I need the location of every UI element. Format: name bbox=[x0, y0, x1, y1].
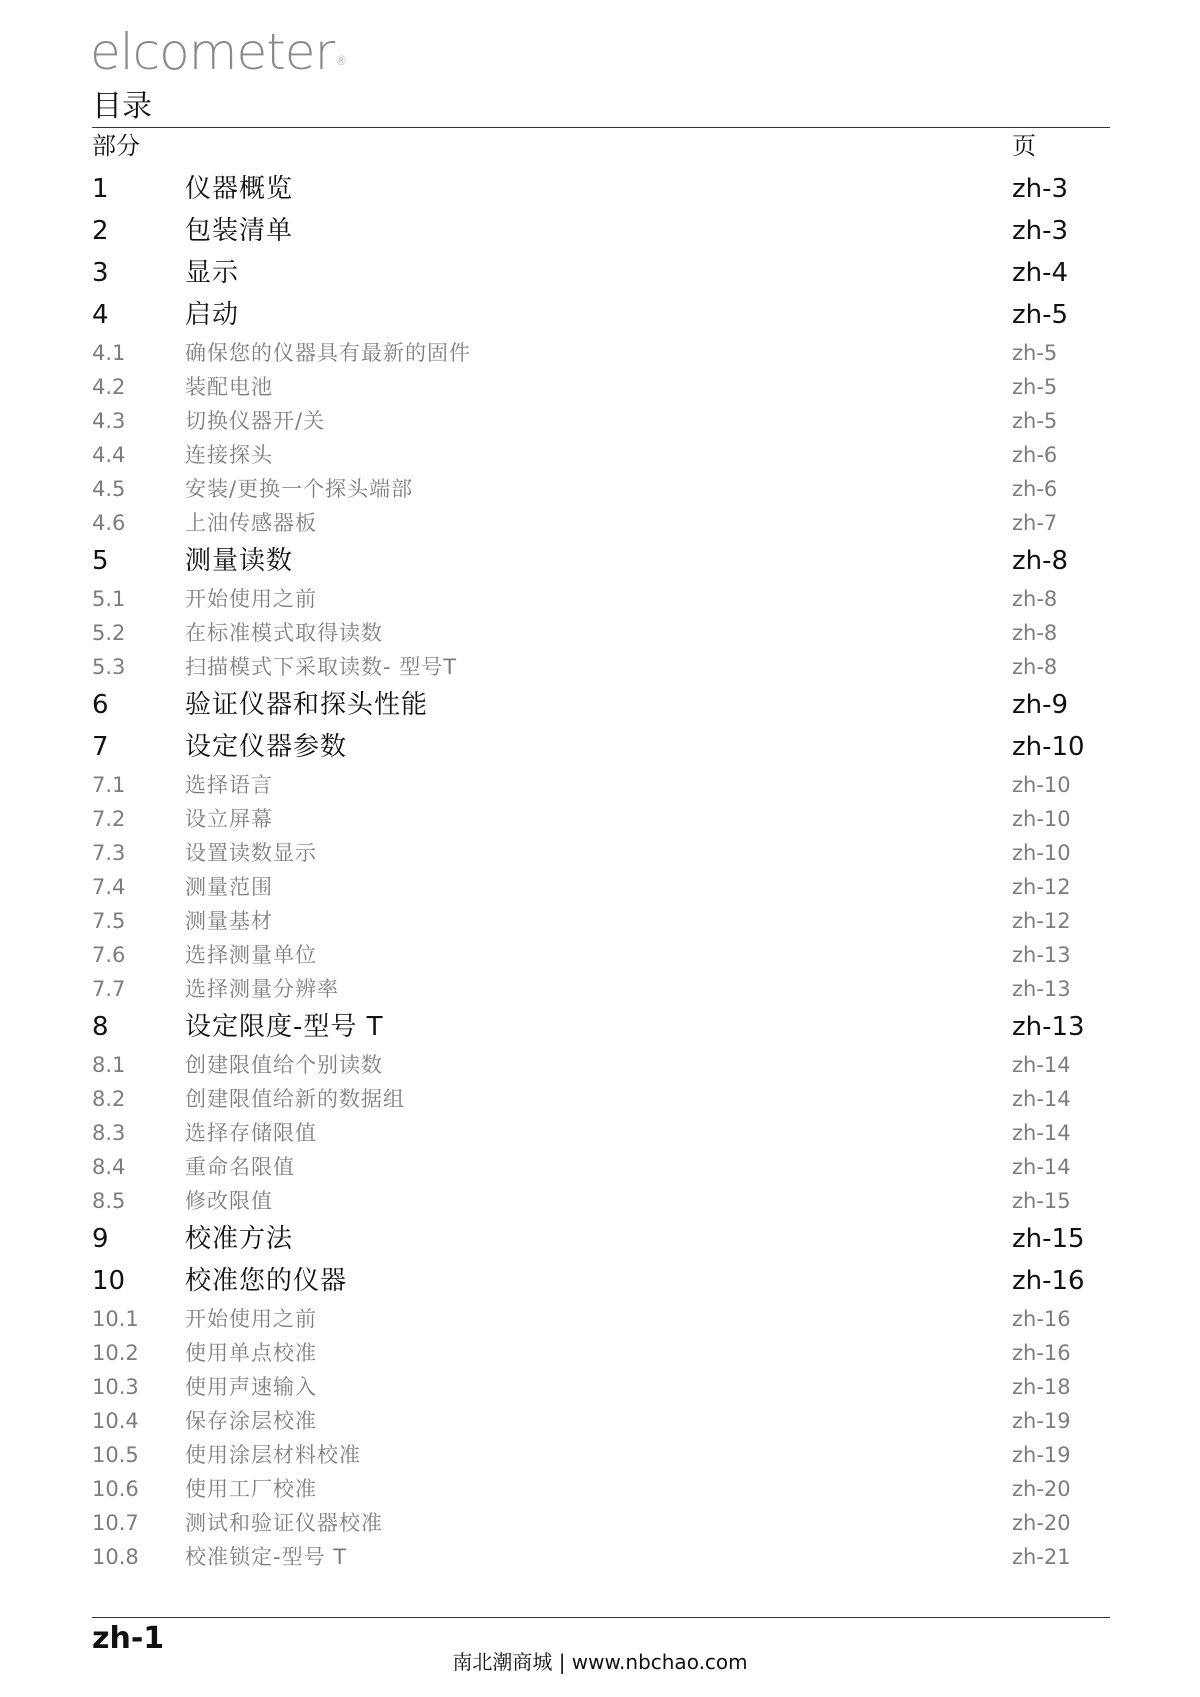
toc-entry-page: zh-3 bbox=[1012, 174, 1069, 204]
toc-entry-number: 5.2 bbox=[92, 621, 126, 645]
table-of-contents bbox=[0, 168, 1200, 1574]
toc-entry-page: zh-14 bbox=[1012, 1053, 1071, 1077]
toc-entry-number: 7.2 bbox=[92, 807, 126, 831]
toc-entry-number: 4.1 bbox=[92, 341, 126, 365]
toc-entry[interactable] bbox=[0, 972, 1200, 1006]
toc-entry-number: 7.4 bbox=[92, 875, 126, 899]
toc-entry-number: 8.1 bbox=[92, 1053, 126, 1077]
toc-entry-title: 创建限值给新的数据组 bbox=[185, 1087, 405, 1111]
toc-entry-page: zh-15 bbox=[1012, 1189, 1071, 1213]
toc-entry-title: 使用声速输入 bbox=[185, 1375, 317, 1399]
toc-entry-number: 7.7 bbox=[92, 977, 126, 1001]
toc-entry-number: 5.3 bbox=[92, 655, 126, 679]
toc-entry-page: zh-15 bbox=[1012, 1224, 1085, 1254]
toc-entry[interactable] bbox=[0, 294, 1200, 336]
toc-entry-title: 显示 bbox=[185, 258, 240, 288]
toc-entry-number: 10.7 bbox=[92, 1511, 139, 1535]
toc-entry[interactable] bbox=[0, 684, 1200, 726]
toc-entry-title: 校准方法 bbox=[185, 1224, 294, 1254]
toc-entry-title: 创建限值给个别读数 bbox=[185, 1053, 383, 1077]
toc-entry-number: 7 bbox=[92, 732, 109, 762]
toc-entry-page: zh-5 bbox=[1012, 341, 1058, 365]
toc-entry-page: zh-8 bbox=[1012, 621, 1058, 645]
toc-entry-title: 使用涂层材料校准 bbox=[185, 1443, 361, 1467]
toc-entry[interactable] bbox=[0, 336, 1200, 370]
toc-entry[interactable] bbox=[0, 582, 1200, 616]
footer-credit: 南北潮商城 | www.nbchao.com bbox=[452, 1650, 748, 1674]
toc-entry-page: zh-13 bbox=[1012, 943, 1071, 967]
toc-entry-number: 7.1 bbox=[92, 773, 126, 797]
toc-entry-page: zh-13 bbox=[1012, 1012, 1085, 1042]
toc-entry-title: 测试和验证仪器校准 bbox=[185, 1511, 383, 1535]
toc-entry-number: 10 bbox=[92, 1266, 126, 1296]
toc-entry[interactable] bbox=[0, 870, 1200, 904]
toc-entry[interactable] bbox=[0, 210, 1200, 252]
toc-entry-title: 开始使用之前 bbox=[185, 1307, 317, 1331]
toc-entry[interactable] bbox=[0, 802, 1200, 836]
toc-entry-title: 仪器概览 bbox=[185, 174, 294, 204]
toc-entry[interactable] bbox=[0, 726, 1200, 768]
toc-entry[interactable] bbox=[0, 1404, 1200, 1438]
toc-entry[interactable] bbox=[0, 768, 1200, 802]
toc-entry-title: 包装清单 bbox=[185, 216, 294, 246]
toc-entry[interactable] bbox=[0, 836, 1200, 870]
toc-entry-page: zh-14 bbox=[1012, 1155, 1071, 1179]
toc-entry-number: 4.6 bbox=[92, 511, 126, 535]
toc-entry-page: zh-20 bbox=[1012, 1477, 1071, 1501]
toc-entry-page: zh-5 bbox=[1012, 375, 1058, 399]
toc-entry-number: 8.4 bbox=[92, 1155, 126, 1179]
toc-entry-number: 4.3 bbox=[92, 409, 126, 433]
toc-entry-title: 设定限度-型号 T bbox=[185, 1012, 384, 1042]
toc-entry[interactable] bbox=[0, 1116, 1200, 1150]
toc-entry-page: zh-10 bbox=[1012, 807, 1071, 831]
toc-entry[interactable] bbox=[0, 1260, 1200, 1302]
toc-entry[interactable] bbox=[0, 1506, 1200, 1540]
toc-entry-title: 设立屏幕 bbox=[185, 807, 273, 831]
toc-entry-page: zh-19 bbox=[1012, 1409, 1071, 1433]
toc-entry-page: zh-16 bbox=[1012, 1266, 1085, 1296]
toc-entry-page: zh-5 bbox=[1012, 300, 1069, 330]
toc-entry[interactable] bbox=[0, 404, 1200, 438]
toc-entry[interactable] bbox=[0, 168, 1200, 210]
toc-entry[interactable] bbox=[0, 1336, 1200, 1370]
toc-entry-title: 连接探头 bbox=[185, 443, 273, 467]
toc-entry-page: zh-7 bbox=[1012, 511, 1058, 535]
toc-entry-title: 选择测量单位 bbox=[185, 943, 317, 967]
toc-entry[interactable] bbox=[0, 1184, 1200, 1218]
toc-entry-number: 8.2 bbox=[92, 1087, 126, 1111]
toc-entry-page: zh-9 bbox=[1012, 690, 1069, 720]
toc-entry-title: 启动 bbox=[185, 300, 240, 330]
toc-entry-title: 测量范围 bbox=[185, 875, 273, 899]
toc-entry[interactable] bbox=[0, 1150, 1200, 1184]
toc-entry-number: 7.5 bbox=[92, 909, 126, 933]
toc-entry[interactable] bbox=[0, 472, 1200, 506]
toc-entry[interactable] bbox=[0, 252, 1200, 294]
toc-entry[interactable] bbox=[0, 1218, 1200, 1260]
toc-entry[interactable] bbox=[0, 1540, 1200, 1574]
toc-entry[interactable] bbox=[0, 1472, 1200, 1506]
toc-entry[interactable] bbox=[0, 650, 1200, 684]
toc-entry-title: 测量读数 bbox=[185, 546, 294, 576]
page-column-heading: 页 bbox=[1012, 132, 1036, 160]
toc-entry-page: zh-13 bbox=[1012, 977, 1071, 1001]
toc-entry-title: 上油传感器板 bbox=[185, 511, 317, 535]
toc-entry-page: zh-19 bbox=[1012, 1443, 1071, 1467]
toc-entry-page: zh-14 bbox=[1012, 1087, 1071, 1111]
toc-entry-number: 4 bbox=[92, 300, 109, 330]
toc-entry-title: 使用单点校准 bbox=[185, 1341, 317, 1365]
toc-entry-page: zh-10 bbox=[1012, 732, 1085, 762]
toc-entry-title: 校准您的仪器 bbox=[185, 1266, 348, 1296]
toc-entry-page: zh-6 bbox=[1012, 443, 1058, 467]
toc-entry[interactable] bbox=[0, 1048, 1200, 1082]
footer-divider bbox=[92, 1617, 1110, 1618]
toc-entry-number: 10.3 bbox=[92, 1375, 139, 1399]
toc-entry-page: zh-5 bbox=[1012, 409, 1058, 433]
toc-entry[interactable] bbox=[0, 1370, 1200, 1404]
toc-entry-page: zh-3 bbox=[1012, 216, 1069, 246]
toc-entry-number: 4.2 bbox=[92, 375, 126, 399]
toc-entry-number: 6 bbox=[92, 690, 109, 720]
toc-entry-page: zh-10 bbox=[1012, 773, 1071, 797]
toc-entry-number: 4.4 bbox=[92, 443, 126, 467]
toc-entry-title: 在标准模式取得读数 bbox=[185, 621, 383, 645]
toc-entry-page: zh-18 bbox=[1012, 1375, 1071, 1399]
toc-entry[interactable] bbox=[0, 506, 1200, 540]
section-column-heading: 部分 bbox=[92, 132, 140, 160]
header-divider bbox=[92, 127, 1110, 128]
toc-entry-number: 7.3 bbox=[92, 841, 126, 865]
toc-entry-title: 设定仪器参数 bbox=[185, 732, 348, 762]
toc-entry-number: 8.5 bbox=[92, 1189, 126, 1213]
toc-entry-title: 扫描模式下采取读数- 型号T bbox=[185, 655, 458, 679]
toc-entry-page: zh-8 bbox=[1012, 546, 1069, 576]
toc-entry[interactable] bbox=[0, 370, 1200, 404]
toc-entry-number: 3 bbox=[92, 258, 109, 288]
toc-entry-page: zh-12 bbox=[1012, 909, 1071, 933]
toc-entry-page: zh-16 bbox=[1012, 1341, 1071, 1365]
toc-entry[interactable] bbox=[0, 1302, 1200, 1336]
toc-entry-title: 修改限值 bbox=[185, 1189, 273, 1213]
toc-entry-title: 测量基材 bbox=[185, 909, 273, 933]
toc-entry[interactable] bbox=[0, 904, 1200, 938]
toc-entry-title: 选择存储限值 bbox=[185, 1121, 317, 1145]
toc-entry-page: zh-16 bbox=[1012, 1307, 1071, 1331]
toc-entry-number: 4.5 bbox=[92, 477, 126, 501]
toc-entry-number: 8.3 bbox=[92, 1121, 126, 1145]
toc-entry-title: 确保您的仪器具有最新的固件 bbox=[185, 341, 471, 365]
toc-entry[interactable] bbox=[0, 938, 1200, 972]
toc-entry-title: 安装/更换一个探头端部 bbox=[185, 477, 414, 501]
toc-entry[interactable] bbox=[0, 616, 1200, 650]
toc-entry-title: 重命名限值 bbox=[185, 1155, 295, 1179]
page-title: 目录 bbox=[92, 89, 152, 124]
toc-entry-page: zh-21 bbox=[1012, 1545, 1071, 1569]
toc-entry-number: 10.1 bbox=[92, 1307, 139, 1331]
toc-entry-number: 10.2 bbox=[92, 1341, 139, 1365]
toc-entry[interactable] bbox=[0, 540, 1200, 582]
toc-entry-page: zh-14 bbox=[1012, 1121, 1071, 1145]
toc-entry-title: 装配电池 bbox=[185, 375, 273, 399]
toc-entry-page: zh-8 bbox=[1012, 655, 1058, 679]
toc-entry-number: 5.1 bbox=[92, 587, 126, 611]
toc-entry-number: 2 bbox=[92, 216, 109, 246]
toc-entry-title: 使用工厂校准 bbox=[185, 1477, 317, 1501]
toc-entry-title: 保存涂层校准 bbox=[185, 1409, 317, 1433]
toc-entry-title: 设置读数显示 bbox=[185, 841, 317, 865]
toc-entry-number: 9 bbox=[92, 1224, 109, 1254]
toc-entry-number: 7.6 bbox=[92, 943, 126, 967]
elcometer-logo bbox=[90, 22, 346, 95]
toc-entry-page: zh-20 bbox=[1012, 1511, 1071, 1535]
toc-entry-page: zh-6 bbox=[1012, 477, 1058, 501]
toc-entry-number: 5 bbox=[92, 546, 109, 576]
toc-entry-number: 8 bbox=[92, 1012, 109, 1042]
page-number: zh-1 bbox=[92, 1621, 165, 1656]
toc-entry-number: 10.5 bbox=[92, 1443, 139, 1467]
toc-entry-page: zh-10 bbox=[1012, 841, 1071, 865]
toc-entry[interactable] bbox=[0, 1082, 1200, 1116]
toc-entry-number: 10.4 bbox=[92, 1409, 139, 1433]
toc-entry-number: 10.8 bbox=[92, 1545, 139, 1569]
toc-entry-page: zh-12 bbox=[1012, 875, 1071, 899]
toc-entry-title: 校准锁定-型号 T bbox=[185, 1545, 348, 1569]
toc-entry[interactable] bbox=[0, 1438, 1200, 1472]
toc-entry[interactable] bbox=[0, 1006, 1200, 1048]
toc-entry-title: 选择语言 bbox=[185, 773, 273, 797]
toc-entry-title: 选择测量分辨率 bbox=[185, 977, 339, 1001]
toc-entry-number: 10.6 bbox=[92, 1477, 139, 1501]
toc-entry-title: 切换仪器开/关 bbox=[185, 409, 326, 433]
logo-text: elcometer bbox=[90, 23, 335, 81]
toc-entry[interactable] bbox=[0, 438, 1200, 472]
toc-entry-page: zh-8 bbox=[1012, 587, 1058, 611]
registered-mark: ® bbox=[335, 54, 347, 68]
toc-entry-page: zh-4 bbox=[1012, 258, 1069, 288]
toc-entry-title: 验证仪器和探头性能 bbox=[185, 690, 429, 720]
toc-entry-title: 开始使用之前 bbox=[185, 587, 317, 611]
toc-entry-number: 1 bbox=[92, 174, 109, 204]
